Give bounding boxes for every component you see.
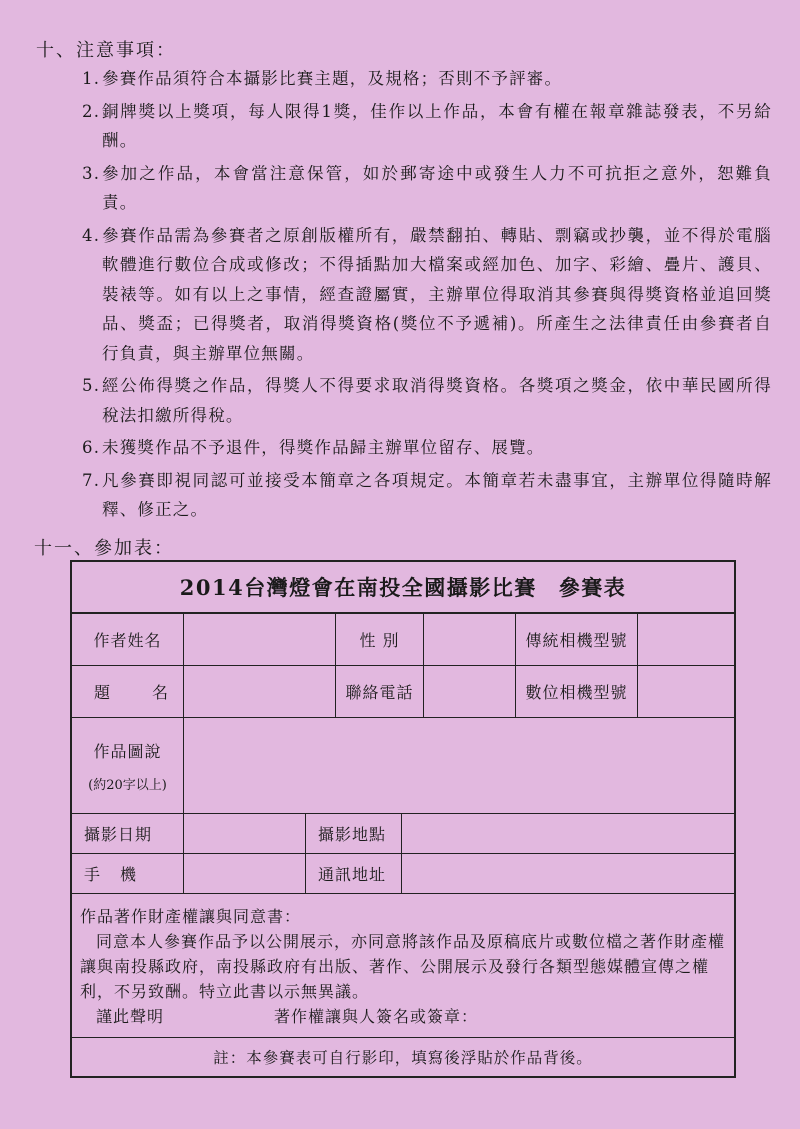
form-title-main: 2014台灣燈會在南投全國攝影比賽 bbox=[179, 575, 537, 600]
note-text: 凡參賽即視同認可並接受本簡章之各項規定。本簡章若未盡事宜，主辦單位得隨時解釋、修正之。 bbox=[102, 470, 772, 519]
signature-row bbox=[80, 1004, 726, 1029]
shoot-location-label: 攝影地點 bbox=[306, 814, 402, 854]
form-title bbox=[72, 562, 734, 614]
note-text: 參賽作品需為參賽者之原創版權所有，嚴禁翻拍、轉貼、剽竊或抄襲，並不得於電腦軟體進行數位合成或修改；不得插點加大檔案或經加色、加字、彩繪、疊片、護貝、裝裱等。如有以上之事情，經查證屬實，主辦單位得取消其參賽與得獎資格並追回獎品、獎盃；已得獎者，取消得獎資格(獎位不予遞補)。所產生之法律責任由參賽者自行負責，與主辦單位無關。 bbox=[102, 225, 772, 363]
note-number: 2. bbox=[82, 101, 101, 121]
notes-list bbox=[82, 64, 772, 528]
note-item bbox=[82, 64, 772, 94]
caption-label bbox=[72, 718, 184, 814]
author-name-label: 作者姓名 bbox=[72, 614, 184, 666]
mobile-label bbox=[72, 854, 184, 894]
author-name-field[interactable] bbox=[184, 614, 336, 666]
note-number: 6. bbox=[82, 438, 101, 457]
note-text: 銅牌獎以上獎項，每人限得1獎，佳作以上作品，本會有權在報章雜誌發表，不另給酬。 bbox=[102, 101, 772, 150]
note-text: 參加之作品，本會當注意保管，如於郵寄途中或發生人力不可抗拒之意外，恕難負責。 bbox=[102, 163, 772, 212]
consent-heading: 作品著作財產權讓與同意書： bbox=[80, 907, 302, 926]
note-item bbox=[82, 97, 772, 156]
mobile-field[interactable] bbox=[184, 854, 306, 894]
declaration-text: 謹此聲明 bbox=[96, 1007, 165, 1026]
note-item bbox=[82, 159, 772, 218]
gender-label: 性 別 bbox=[336, 614, 424, 666]
note-item bbox=[82, 433, 772, 463]
consent-body: 同意本人參賽作品予以公開展示，亦同意將該作品及原稿底片或數位檔之著作財產權讓與南投縣政府，南投縣政府有出版、著作、公開展示及發行各類型態媒體宣傳之權利，不另致酬。特立此書以示無異議。 bbox=[80, 932, 726, 1001]
note-text: 經公佈得獎之作品，得獎人不得要求取消得獎資格。各獎項之獎金，依中華民國所得稅法扣繳所得稅。 bbox=[102, 376, 772, 425]
gender-field[interactable] bbox=[424, 614, 516, 666]
film-camera-field[interactable] bbox=[638, 614, 734, 666]
mobile-label-b: 機 bbox=[119, 865, 137, 884]
phone-field[interactable] bbox=[424, 666, 516, 718]
form-footnote: 註：本參賽表可自行影印，填寫後浮貼於作品背後。 bbox=[213, 1049, 593, 1067]
title-label-a: 題 bbox=[94, 683, 112, 702]
address-label: 通訊地址 bbox=[306, 854, 402, 894]
digital-camera-field[interactable] bbox=[638, 666, 734, 718]
note-text: 未獲獎作品不予退件，得獎作品歸主辦單位留存、展覽。 bbox=[102, 438, 545, 457]
entry-form bbox=[70, 560, 736, 1078]
shoot-location-field[interactable] bbox=[402, 814, 734, 854]
section-10-title: 十、注意事項： bbox=[36, 40, 176, 61]
caption-field[interactable] bbox=[184, 718, 734, 814]
signature-label: 著作權讓與人簽名或簽章： bbox=[274, 1007, 479, 1026]
caption-label-text: 作品圖說 bbox=[93, 741, 162, 761]
note-item bbox=[82, 466, 772, 525]
phone-label: 聯絡電話 bbox=[336, 666, 424, 718]
shoot-date-label: 攝影日期 bbox=[72, 814, 184, 854]
digital-camera-label: 數位相機型號 bbox=[516, 666, 638, 718]
note-item bbox=[82, 371, 772, 430]
form-title-suffix: 參賽表 bbox=[558, 575, 627, 600]
copyright-consent bbox=[72, 894, 734, 1038]
shoot-date-field[interactable] bbox=[184, 814, 306, 854]
caption-note: (約20字以上) bbox=[88, 777, 167, 793]
note-number: 5. bbox=[82, 376, 101, 395]
address-field[interactable] bbox=[402, 854, 734, 894]
title-field[interactable] bbox=[184, 666, 336, 718]
note-number: 7. bbox=[82, 470, 101, 490]
note-item bbox=[82, 221, 772, 369]
note-number: 3. bbox=[82, 163, 101, 183]
section-11-title: 十一、參加表： bbox=[34, 538, 174, 559]
note-number: 1. bbox=[82, 69, 101, 88]
title-label-b: 名 bbox=[151, 683, 169, 702]
note-number: 4. bbox=[82, 225, 101, 245]
title-label bbox=[72, 666, 184, 718]
note-text: 參賽作品須符合本攝影比賽主題，及規格；否則不予評審。 bbox=[102, 69, 563, 88]
mobile-label-a: 手 bbox=[84, 865, 102, 884]
film-camera-label: 傳統相機型號 bbox=[516, 614, 638, 666]
